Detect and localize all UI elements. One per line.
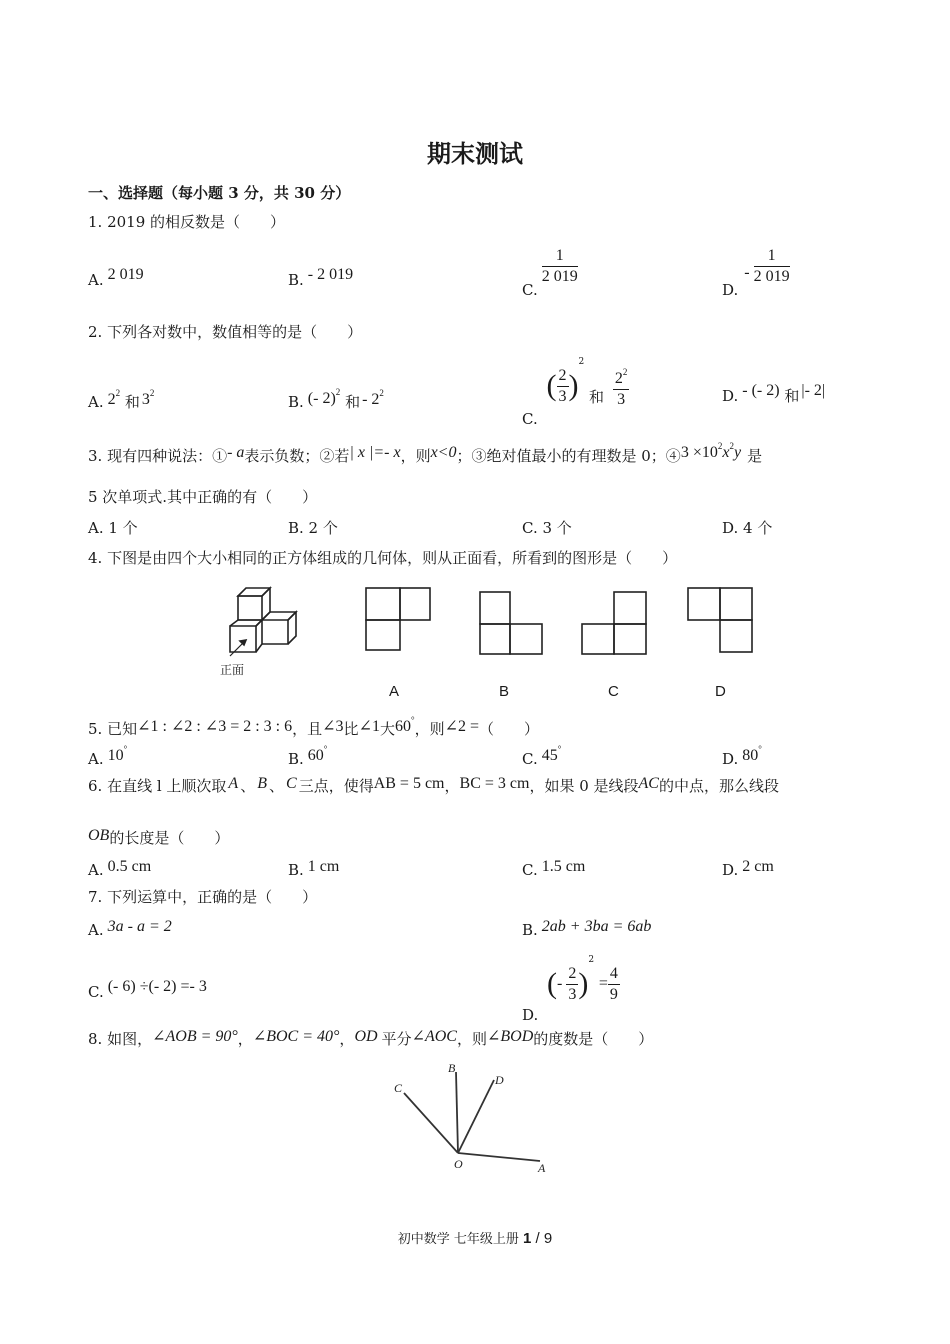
q7-option-b[interactable]: B. 2ab + 3ba = 6ab	[522, 918, 652, 939]
q8-stem: 8. 如图，∠AOB = 90°，∠BOC = 40°，OD 平分∠AOC，则∠BOD的度数是（ ）	[88, 1028, 654, 1048]
view-a	[366, 588, 430, 650]
q4-stem: 4. 下图是由四个大小相同的正方体组成的几何体，则从正面看，所看到的图形是（ ）	[88, 549, 678, 567]
q5-option-a[interactable]: A. 10°	[88, 744, 128, 768]
q7-option-a[interactable]: A. 3a - a = 2	[88, 918, 172, 939]
page-total: / 9	[535, 1230, 553, 1247]
q3-option-c[interactable]: C. 3 个	[522, 519, 572, 537]
q3-option-d[interactable]: D. 4 个	[722, 519, 773, 537]
q5-stem: 5. 已知∠1 : ∠2 : ∠3 = 2 : 3 : 6，且∠3比∠1大60°，则∠2 =（ ）	[88, 715, 540, 738]
q6-stem: 6. 在直线 l 上顺次取 A 、 B 、 C 三点，使得AB = 5 cm，BC = 3 cm，如果 0 是线段AC的中点，那么线段	[88, 775, 779, 795]
angle-diagram	[380, 1058, 560, 1178]
q5-option-c[interactable]: C. 45°	[522, 744, 562, 768]
point-d: D	[495, 1073, 504, 1087]
q2-option-c[interactable]: C. ( $\frac{2}{3}$ )$^2$ 和 $\frac{2^2}{3}$	[522, 357, 628, 428]
q4-figure	[210, 578, 770, 683]
q3-option-b[interactable]: B. 2 个	[288, 519, 338, 537]
q8-figure	[380, 1058, 560, 1178]
q5-option-b[interactable]: B. 60°	[288, 744, 328, 768]
q3-stem: 3. 现有四种说法：①- a表示负数；②若| x |=- x，则x<0；③绝对值最小的有理数是 0；④3 $\times 10^2x^2y$ 是	[88, 441, 763, 465]
section-heading: 一、选择题（每小题 3 分，共 30 分）	[88, 184, 351, 202]
q1-option-d[interactable]: D.- $\frac{1}{2 019}$	[722, 247, 790, 299]
page-title: 期末测试	[427, 139, 523, 168]
front-label: 正面	[220, 663, 245, 677]
q1-stem: 1. 2019 的相反数是（ ）	[88, 213, 286, 231]
q2-option-b[interactable]: B. (- 2)$^2$ 和 - $2^2$	[288, 387, 384, 411]
q3-stem-line2: 5 次单项式.其中正确的有（ ）	[88, 488, 318, 506]
q6-option-c[interactable]: C. 1.5 cm	[522, 858, 586, 879]
q7-stem: 7. 下列运算中，正确的是（ ）	[88, 888, 318, 906]
point-a: A	[538, 1161, 546, 1175]
q4-label-b: B	[499, 683, 510, 700]
q4-label-a: A	[389, 683, 400, 700]
page-number: 1	[523, 1230, 532, 1247]
q7-option-d[interactable]: D. (- $\frac{2}{3}$ )$^2$ = $\frac{4}{9}$	[522, 955, 618, 1024]
q5-option-d[interactable]: D. 80°	[722, 744, 762, 768]
q2-option-d[interactable]: D. - (- 2) 和 |- 2|	[722, 382, 826, 405]
page-footer: 初中数学 七年级上册 1 / 9	[397, 1230, 553, 1247]
q7-option-c[interactable]: C. (- 6) ÷(- 2) =- 3	[88, 978, 207, 1001]
q6-option-d[interactable]: D. 2 cm	[722, 858, 774, 879]
view-d	[688, 588, 752, 652]
q6-stem-line2: OB的长度是（ ）	[88, 827, 230, 847]
cube-figures	[210, 578, 770, 683]
view-b	[480, 592, 542, 654]
point-c: C	[394, 1081, 403, 1095]
q6-option-b[interactable]: B. 1 cm	[288, 858, 340, 879]
view-c	[582, 592, 646, 654]
q2-option-a[interactable]: A. $2^2$ 和 $3^2$	[88, 388, 155, 411]
q4-label-d: D	[715, 683, 726, 700]
q1-option-b[interactable]: B. - 2 019	[288, 266, 354, 289]
q1-option-c[interactable]: C. $\frac{1}{2 019}$	[522, 247, 578, 299]
cube-solid	[230, 588, 296, 656]
q6-option-a[interactable]: A. 0.5 cm	[88, 858, 152, 879]
q2-stem: 2. 下列各对数中，数值相等的是（ ）	[88, 323, 363, 341]
q3-option-a[interactable]: A. 1 个	[88, 519, 138, 537]
point-o: O	[454, 1157, 463, 1171]
q1-option-a[interactable]: A. 2 019	[88, 266, 144, 289]
q4-label-c: C	[608, 683, 619, 700]
point-b: B	[448, 1061, 456, 1075]
